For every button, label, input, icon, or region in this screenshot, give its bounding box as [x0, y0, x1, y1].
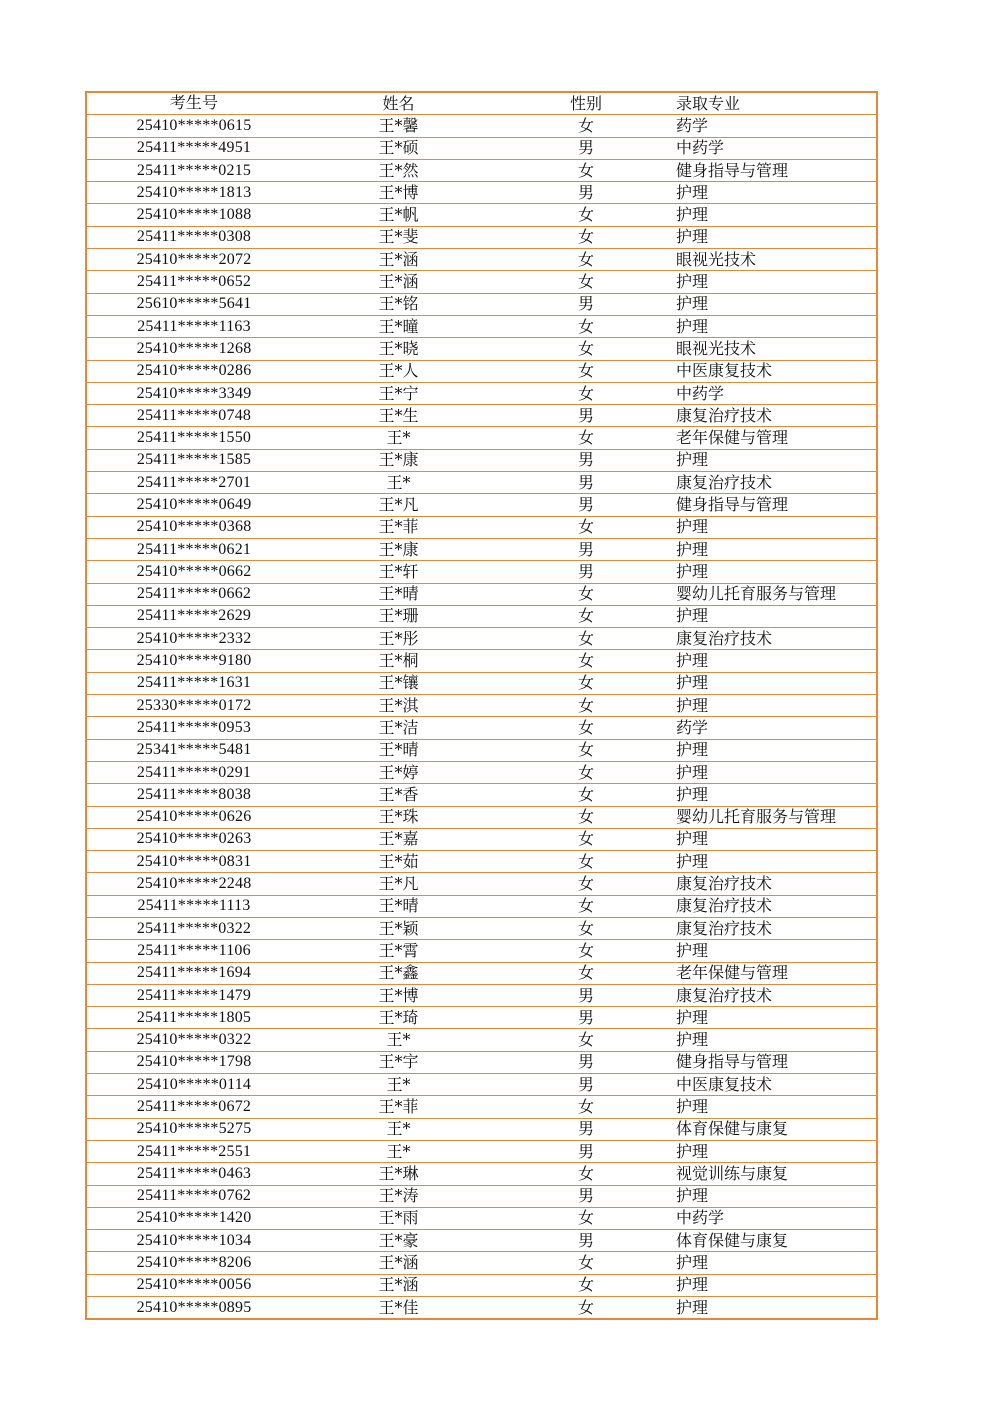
- cell-name: 王*: [301, 427, 496, 449]
- table-row: [86, 1274, 877, 1296]
- cell-exam-id: 25411*****2551: [86, 1140, 301, 1162]
- cell-sex: 男: [496, 293, 676, 315]
- table-row: [86, 427, 877, 449]
- cell-major: 护理: [676, 1252, 877, 1274]
- cell-exam-id: 25411*****1163: [86, 315, 301, 337]
- admission-table: [85, 91, 878, 1320]
- cell-name: 王*镶: [301, 672, 496, 694]
- table-row: [86, 806, 877, 828]
- cell-exam-id: 25341*****5481: [86, 739, 301, 761]
- cell-name: 王*宁: [301, 382, 496, 404]
- cell-exam-id: 25411*****0652: [86, 271, 301, 293]
- table-row: [86, 538, 877, 560]
- cell-exam-id: 25410*****5275: [86, 1118, 301, 1140]
- cell-name: 王*涵: [301, 1274, 496, 1296]
- cell-exam-id: 25610*****5641: [86, 293, 301, 315]
- cell-exam-id: 25411*****0762: [86, 1185, 301, 1207]
- cell-exam-id: 25411*****0672: [86, 1096, 301, 1118]
- cell-sex: 男: [496, 1074, 676, 1096]
- cell-major: 健身指导与管理: [676, 159, 877, 181]
- cell-name: 王*人: [301, 360, 496, 382]
- cell-major: 老年保健与管理: [676, 427, 877, 449]
- cell-sex: 女: [496, 1163, 676, 1185]
- cell-exam-id: 25410*****0626: [86, 806, 301, 828]
- cell-sex: 女: [496, 226, 676, 248]
- cell-name: 王*豪: [301, 1230, 496, 1252]
- cell-exam-id: 25410*****0114: [86, 1074, 301, 1096]
- cell-major: 康复治疗技术: [676, 917, 877, 939]
- cell-name: 王*帆: [301, 204, 496, 226]
- cell-major: 护理: [676, 226, 877, 248]
- cell-major: 老年保健与管理: [676, 962, 877, 984]
- cell-major: 眼视光技术: [676, 338, 877, 360]
- cell-sex: 女: [496, 873, 676, 895]
- cell-name: 王*凡: [301, 873, 496, 895]
- cell-exam-id: 25410*****0615: [86, 115, 301, 137]
- cell-exam-id: 25410*****0895: [86, 1297, 301, 1320]
- table-row: [86, 917, 877, 939]
- cell-name: 王*康: [301, 449, 496, 471]
- cell-name: 王*博: [301, 182, 496, 204]
- table-row: [86, 137, 877, 159]
- cell-sex: 女: [496, 672, 676, 694]
- cell-major: 护理: [676, 182, 877, 204]
- table-row: [86, 1074, 877, 1096]
- cell-name: 王*珠: [301, 806, 496, 828]
- cell-sex: 男: [496, 137, 676, 159]
- cell-sex: 女: [496, 695, 676, 717]
- cell-major: 护理: [676, 1274, 877, 1296]
- cell-major: 护理: [676, 851, 877, 873]
- table-row: [86, 851, 877, 873]
- cell-major: 药学: [676, 717, 877, 739]
- cell-sex: 男: [496, 449, 676, 471]
- cell-exam-id: 25410*****1268: [86, 338, 301, 360]
- cell-name: 王*珊: [301, 605, 496, 627]
- table-header: [86, 92, 877, 115]
- cell-sex: 女: [496, 204, 676, 226]
- cell-sex: 男: [496, 538, 676, 560]
- cell-name: 王*菲: [301, 1096, 496, 1118]
- cell-name: 王*硕: [301, 137, 496, 159]
- cell-major: 护理: [676, 561, 877, 583]
- cell-exam-id: 25411*****0322: [86, 917, 301, 939]
- table-row: [86, 271, 877, 293]
- cell-sex: 女: [496, 360, 676, 382]
- cell-sex: 男: [496, 984, 676, 1006]
- cell-sex: 女: [496, 382, 676, 404]
- cell-exam-id: 25411*****1113: [86, 895, 301, 917]
- cell-sex: 女: [496, 1274, 676, 1296]
- cell-name: 王*洁: [301, 717, 496, 739]
- cell-name: 王*铭: [301, 293, 496, 315]
- table-row: [86, 895, 877, 917]
- cell-sex: 男: [496, 472, 676, 494]
- table-row: [86, 472, 877, 494]
- cell-name: 王*涵: [301, 271, 496, 293]
- cell-major: 婴幼儿托育服务与管理: [676, 583, 877, 605]
- cell-sex: 男: [496, 561, 676, 583]
- table-row: [86, 583, 877, 605]
- table-row: [86, 293, 877, 315]
- header-row: [86, 92, 877, 115]
- header-exam-id: 考生号: [86, 92, 301, 115]
- cell-exam-id: 25411*****0621: [86, 538, 301, 560]
- cell-exam-id: 25410*****2332: [86, 628, 301, 650]
- cell-exam-id: 25411*****0662: [86, 583, 301, 605]
- cell-name: 王*佳: [301, 1297, 496, 1320]
- table-body: [86, 115, 877, 1320]
- cell-sex: 女: [496, 806, 676, 828]
- cell-major: 体育保健与康复: [676, 1118, 877, 1140]
- cell-exam-id: 25411*****1585: [86, 449, 301, 471]
- cell-sex: 女: [496, 1207, 676, 1229]
- cell-major: 护理: [676, 1297, 877, 1320]
- cell-major: 中医康复技术: [676, 360, 877, 382]
- cell-major: 中药学: [676, 137, 877, 159]
- cell-major: 护理: [676, 784, 877, 806]
- cell-major: 中医康复技术: [676, 1074, 877, 1096]
- header-name: 姓名: [301, 92, 496, 115]
- cell-sex: 男: [496, 494, 676, 516]
- cell-major: 护理: [676, 293, 877, 315]
- cell-sex: 女: [496, 1029, 676, 1051]
- cell-major: 健身指导与管理: [676, 1051, 877, 1073]
- cell-name: 王*晴: [301, 739, 496, 761]
- cell-major: 护理: [676, 1096, 877, 1118]
- cell-major: 中药学: [676, 1207, 877, 1229]
- cell-sex: 女: [496, 851, 676, 873]
- cell-exam-id: 25410*****1088: [86, 204, 301, 226]
- table-row: [86, 650, 877, 672]
- cell-major: 中药学: [676, 382, 877, 404]
- table-row: [86, 516, 877, 538]
- cell-major: 护理: [676, 538, 877, 560]
- cell-sex: 女: [496, 917, 676, 939]
- table-row: [86, 360, 877, 382]
- table-row: [86, 1029, 877, 1051]
- cell-exam-id: 25411*****1550: [86, 427, 301, 449]
- cell-exam-id: 25330*****0172: [86, 695, 301, 717]
- table-row: [86, 1051, 877, 1073]
- cell-major: 护理: [676, 605, 877, 627]
- cell-sex: 女: [496, 516, 676, 538]
- cell-exam-id: 25411*****1694: [86, 962, 301, 984]
- cell-sex: 女: [496, 1252, 676, 1274]
- cell-sex: 女: [496, 338, 676, 360]
- cell-sex: 女: [496, 583, 676, 605]
- table-row: [86, 204, 877, 226]
- table-row: [86, 1163, 877, 1185]
- cell-name: 王*涵: [301, 249, 496, 271]
- cell-sex: 女: [496, 1297, 676, 1320]
- cell-name: 王*彤: [301, 628, 496, 650]
- cell-major: 护理: [676, 940, 877, 962]
- cell-exam-id: 25410*****0286: [86, 360, 301, 382]
- table-row: [86, 628, 877, 650]
- cell-exam-id: 25411*****0308: [86, 226, 301, 248]
- header-sex: 性别: [496, 92, 676, 115]
- cell-major: 康复治疗技术: [676, 873, 877, 895]
- cell-sex: 女: [496, 1096, 676, 1118]
- table-row: [86, 1185, 877, 1207]
- table-row: [86, 182, 877, 204]
- table-row: [86, 226, 877, 248]
- cell-major: 护理: [676, 672, 877, 694]
- table-row: [86, 1096, 877, 1118]
- table-row: [86, 1252, 877, 1274]
- cell-major: 健身指导与管理: [676, 494, 877, 516]
- cell-name: 王*香: [301, 784, 496, 806]
- cell-exam-id: 25411*****4951: [86, 137, 301, 159]
- cell-sex: 女: [496, 739, 676, 761]
- cell-exam-id: 25410*****1798: [86, 1051, 301, 1073]
- cell-name: 王*琳: [301, 1163, 496, 1185]
- cell-sex: 男: [496, 1230, 676, 1252]
- cell-name: 王*斐: [301, 226, 496, 248]
- cell-major: 护理: [676, 739, 877, 761]
- table-row: [86, 962, 877, 984]
- cell-exam-id: 25411*****0748: [86, 405, 301, 427]
- cell-exam-id: 25410*****1034: [86, 1230, 301, 1252]
- table-row: [86, 249, 877, 271]
- table-row: [86, 828, 877, 850]
- cell-name: 王*: [301, 1140, 496, 1162]
- cell-exam-id: 25410*****0263: [86, 828, 301, 850]
- cell-major: 药学: [676, 115, 877, 137]
- cell-major: 护理: [676, 449, 877, 471]
- cell-major: 康复治疗技术: [676, 984, 877, 1006]
- table-row: [86, 1207, 877, 1229]
- cell-name: 王*桐: [301, 650, 496, 672]
- cell-exam-id: 25410*****0056: [86, 1274, 301, 1296]
- cell-exam-id: 25411*****1479: [86, 984, 301, 1006]
- cell-major: 护理: [676, 761, 877, 783]
- cell-sex: 女: [496, 828, 676, 850]
- cell-exam-id: 25411*****0291: [86, 761, 301, 783]
- cell-major: 康复治疗技术: [676, 628, 877, 650]
- cell-sex: 女: [496, 628, 676, 650]
- cell-major: 康复治疗技术: [676, 472, 877, 494]
- cell-major: 护理: [676, 695, 877, 717]
- cell-name: 王*然: [301, 159, 496, 181]
- cell-major: 护理: [676, 1029, 877, 1051]
- cell-sex: 女: [496, 249, 676, 271]
- cell-major: 护理: [676, 516, 877, 538]
- cell-major: 护理: [676, 204, 877, 226]
- table-row: [86, 1230, 877, 1252]
- cell-major: 护理: [676, 1140, 877, 1162]
- cell-major: 眼视光技术: [676, 249, 877, 271]
- cell-sex: 女: [496, 115, 676, 137]
- table-row: [86, 338, 877, 360]
- cell-name: 王*: [301, 1029, 496, 1051]
- table-row: [86, 494, 877, 516]
- cell-exam-id: 25411*****2629: [86, 605, 301, 627]
- cell-sex: 女: [496, 940, 676, 962]
- cell-name: 王*涵: [301, 1252, 496, 1274]
- cell-name: 王*菲: [301, 516, 496, 538]
- table-row: [86, 405, 877, 427]
- cell-major: 康复治疗技术: [676, 895, 877, 917]
- cell-sex: 女: [496, 650, 676, 672]
- cell-sex: 女: [496, 962, 676, 984]
- table-row: [86, 761, 877, 783]
- cell-exam-id: 25411*****1805: [86, 1007, 301, 1029]
- header-major: 录取专业: [676, 92, 877, 115]
- cell-exam-id: 25410*****0831: [86, 851, 301, 873]
- cell-name: 王*颖: [301, 917, 496, 939]
- cell-major: 护理: [676, 1007, 877, 1029]
- table-row: [86, 315, 877, 337]
- cell-major: 护理: [676, 315, 877, 337]
- table-row: [86, 784, 877, 806]
- cell-name: 王*鑫: [301, 962, 496, 984]
- cell-exam-id: 25410*****3349: [86, 382, 301, 404]
- table-row: [86, 1007, 877, 1029]
- table-row: [86, 1140, 877, 1162]
- cell-name: 王*: [301, 472, 496, 494]
- cell-exam-id: 25411*****8038: [86, 784, 301, 806]
- table-row: [86, 873, 877, 895]
- table-row: [86, 984, 877, 1006]
- cell-exam-id: 25411*****0215: [86, 159, 301, 181]
- table-row: [86, 695, 877, 717]
- cell-name: 王*: [301, 1118, 496, 1140]
- cell-exam-id: 25411*****1631: [86, 672, 301, 694]
- cell-major: 护理: [676, 650, 877, 672]
- cell-exam-id: 25410*****1813: [86, 182, 301, 204]
- cell-major: 婴幼儿托育服务与管理: [676, 806, 877, 828]
- cell-name: 王*淇: [301, 695, 496, 717]
- cell-sex: 女: [496, 784, 676, 806]
- cell-sex: 女: [496, 761, 676, 783]
- cell-exam-id: 25410*****2072: [86, 249, 301, 271]
- cell-name: 王*晴: [301, 895, 496, 917]
- cell-name: 王*馨: [301, 115, 496, 137]
- cell-sex: 女: [496, 315, 676, 337]
- table-row: [86, 672, 877, 694]
- cell-sex: 女: [496, 717, 676, 739]
- cell-name: 王*晓: [301, 338, 496, 360]
- cell-exam-id: 25411*****2701: [86, 472, 301, 494]
- table-row: [86, 115, 877, 137]
- cell-sex: 女: [496, 271, 676, 293]
- cell-sex: 男: [496, 1140, 676, 1162]
- table-row: [86, 561, 877, 583]
- cell-name: 王*霄: [301, 940, 496, 962]
- cell-exam-id: 25411*****0953: [86, 717, 301, 739]
- cell-exam-id: 25410*****9180: [86, 650, 301, 672]
- table-row: [86, 940, 877, 962]
- cell-name: 王*涛: [301, 1185, 496, 1207]
- cell-name: 王*茹: [301, 851, 496, 873]
- cell-sex: 女: [496, 895, 676, 917]
- cell-name: 王*轩: [301, 561, 496, 583]
- cell-name: 王*: [301, 1074, 496, 1096]
- table-row: [86, 449, 877, 471]
- cell-name: 王*婷: [301, 761, 496, 783]
- cell-name: 王*曈: [301, 315, 496, 337]
- cell-exam-id: 25410*****0368: [86, 516, 301, 538]
- cell-sex: 女: [496, 159, 676, 181]
- table-row: [86, 382, 877, 404]
- table-row: [86, 159, 877, 181]
- cell-exam-id: 25410*****0662: [86, 561, 301, 583]
- cell-name: 王*宇: [301, 1051, 496, 1073]
- cell-major: 护理: [676, 271, 877, 293]
- cell-sex: 男: [496, 1051, 676, 1073]
- cell-sex: 男: [496, 1185, 676, 1207]
- cell-sex: 女: [496, 605, 676, 627]
- cell-sex: 男: [496, 405, 676, 427]
- cell-major: 视觉训练与康复: [676, 1163, 877, 1185]
- cell-name: 王*生: [301, 405, 496, 427]
- cell-name: 王*博: [301, 984, 496, 1006]
- cell-major: 护理: [676, 828, 877, 850]
- cell-name: 王*康: [301, 538, 496, 560]
- cell-name: 王*雨: [301, 1207, 496, 1229]
- cell-exam-id: 25410*****2248: [86, 873, 301, 895]
- cell-exam-id: 25410*****0322: [86, 1029, 301, 1051]
- cell-major: 护理: [676, 1185, 877, 1207]
- table-row: [86, 717, 877, 739]
- table-row: [86, 605, 877, 627]
- table-row: [86, 1297, 877, 1320]
- cell-exam-id: 25410*****1420: [86, 1207, 301, 1229]
- cell-name: 王*晴: [301, 583, 496, 605]
- cell-name: 王*琦: [301, 1007, 496, 1029]
- cell-exam-id: 25410*****0649: [86, 494, 301, 516]
- table-row: [86, 739, 877, 761]
- cell-sex: 男: [496, 1007, 676, 1029]
- cell-sex: 男: [496, 182, 676, 204]
- cell-exam-id: 25411*****0463: [86, 1163, 301, 1185]
- cell-name: 王*嘉: [301, 828, 496, 850]
- cell-exam-id: 25410*****8206: [86, 1252, 301, 1274]
- cell-name: 王*凡: [301, 494, 496, 516]
- cell-major: 体育保健与康复: [676, 1230, 877, 1252]
- cell-exam-id: 25411*****1106: [86, 940, 301, 962]
- cell-major: 康复治疗技术: [676, 405, 877, 427]
- cell-sex: 男: [496, 1118, 676, 1140]
- cell-sex: 女: [496, 427, 676, 449]
- table-row: [86, 1118, 877, 1140]
